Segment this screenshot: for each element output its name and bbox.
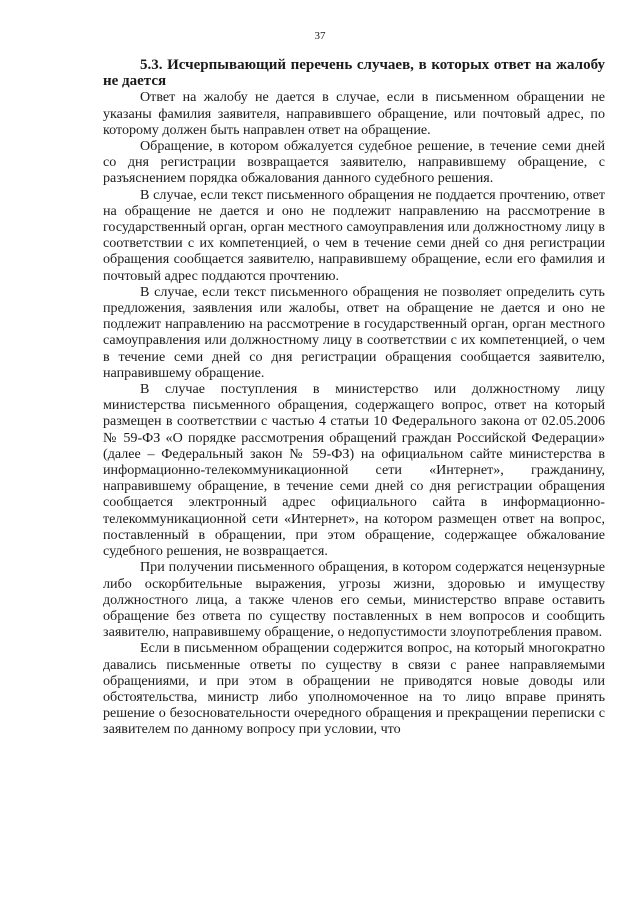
paragraph: В случае поступления в министерство или должностному лицу министерства письменного обращения, содержащего вопрос, ответ на который размещен в соответствии с частью 4 статьи 10 Федерального закона от 02.05.2006 № 59-ФЗ «О порядке рассмотрения обращений граждан Российской Федерации» (далее – Федеральный закон № 59-ФЗ) на официальном сайте министерства в информационно-телекоммуникационной сети «Интернет», гражданину, направившему обращение, в течение семи дней со дня регистрации обращения сообщается электронный адрес официального сайта в информационно-телекоммуникационной сети «Интернет», на котором размещен ответ на вопрос, поставленный в обращении, при этом обращение, содержащее обжалование судебного решения, не возвращается.: [103, 381, 605, 560]
page-number: 37: [314, 30, 326, 42]
paragraph: Если в письменном обращении содержится вопрос, на который многократно давались письменные ответы по существу в связи с ранее направляемыми обращениями, и при этом в обращении не приводятся новые доводы или обстоятельства, министр либо уполномоченное на то лицо вправе принять решение о безосновательности очередного обращения и прекращении переписки с заявителем по данному вопросу при условии, что: [103, 640, 605, 738]
document-body: [103, 57, 605, 738]
paragraph: Обращение, в котором обжалуется судебное решение, в течение семи дней со дня регистрации возвращается заявителю, направившему обращение, с разъяснением порядка обжалования данного судебного решения.: [103, 138, 605, 187]
section-heading: 5.3. Исчерпывающий перечень случаев, в которых ответ на жалобу не дается: [103, 57, 605, 90]
paragraph: Ответ на жалобу не дается в случае, если в письменном обращении не указаны фамилия заявителя, направившего обращение, или почтовый адрес, по которому должен быть направлен ответ на обращение.: [103, 89, 605, 138]
paragraph: При получении письменного обращения, в котором содержатся нецензурные либо оскорбительные выражения, угрозы жизни, здоровью и имуществу должностного лица, а также членов его семьи, министерство вправе оставить обращение без ответа по существу поставленных в нем вопросов и сообщить заявителю, направившему обращение, о недопустимости злоупотребления правом.: [103, 559, 605, 641]
paragraph: В случае, если текст письменного обращения не позволяет определить суть предложения, заявления или жалобы, ответ на обращение не дается и оно не подлежит направлению на рассмотрение в государственный орган, орган местного самоуправления или должностному лицу в соответствии с их компетенцией, о чем в течение семи дней со дня регистрации обращения сообщается заявителю, направившему обращение.: [103, 283, 605, 381]
paragraph: В случае, если текст письменного обращения не поддается прочтению, ответ на обращение не дается и оно не подлежит направлению на рассмотрение в государственный орган, орган местного самоуправления или должностному лицу в соответствии с их компетенцией, о чем в течение семи дней со дня регистрации обращения сообщается заявителю, направившему обращение, если его фамилия и почтовый адрес поддаются прочтению.: [103, 186, 605, 284]
